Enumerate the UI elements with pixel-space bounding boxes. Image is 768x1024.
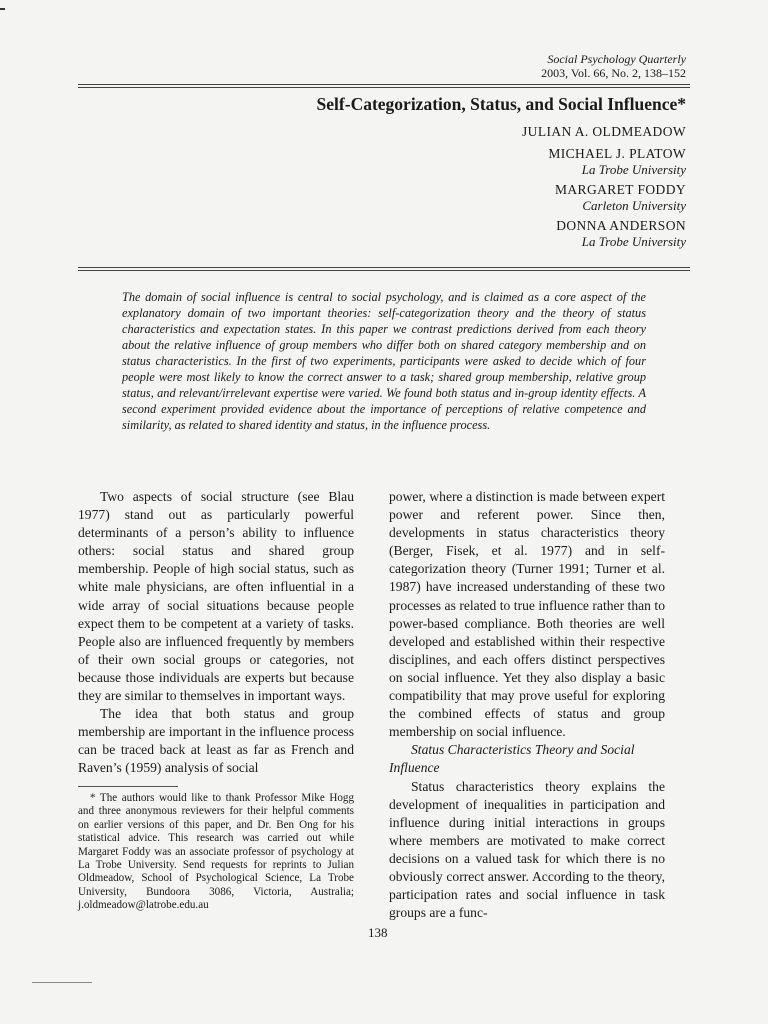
author-name: MARGARET FODDY <box>555 182 686 197</box>
footnote <box>78 792 354 913</box>
author-affiliation: Carleton University <box>582 198 686 213</box>
header-rule-top <box>78 84 690 85</box>
abstract: The domain of social influence is central to social psychology, and is claimed as a core aspect of the explanatory domain of two important theories: self-categorization theory and the theory of status characteristics and expectation states. In this paper we contrast predictions derived from each theory about the relative influence of group members who differ both on shared category membership and on status characteristics. In the first of two experiments, participants were asked to decide which of four people were most likely to know the correct answer to a task; shared group membership, relative group status, and relevant/irrelevant expertise were varied. We found both status and in-group identity effects. A second experiment provided evidence about the importance of perceptions of relative competence and similarity, as related to shared identity and status, in the influence process. <box>122 290 646 432</box>
author-name: MICHAEL J. PLATOW <box>548 146 686 161</box>
author-affiliation: La Trobe University <box>581 234 686 249</box>
header-rule-bottom <box>78 87 690 88</box>
section-heading: Status Characteristics Theory and Social Influence <box>389 742 635 776</box>
footnote-rule <box>78 786 178 787</box>
abstract-rule-bottom <box>78 270 690 271</box>
page-number: 138 <box>368 925 388 940</box>
article-title: Self-Categorization, Status, and Social Influence* <box>316 94 686 114</box>
journal-name: Social Psychology Quarterly <box>547 52 686 66</box>
body-paragraph: power, where a distinction is made between expert power and referent power. Since then, developments in status characteristics theory (Berger, Fisek, et al. 1977) and in self-categorization theory (Turner 1991; Turner et al. 1987) have increased understanding of these two processes as related to true influence rather than to power-based compliance. Both theories are well developed and established within their respective disciplines, and each offers distinct perspectives on social influence. Yet they also display a basic compatibility that may prove useful for exploring the combined effects of status and group membership on social influence. <box>389 489 665 740</box>
abstract-rule-top <box>78 267 690 268</box>
body-column-right <box>389 488 665 922</box>
body-paragraph: Status characteristics theory explains the development of inequalities in participation and influence during initial interactions in groups where members are motivated to make correct decisions on a valued task for which there is no obviously correct answer. According to the theory, participation rates and social influence in task groups are a func- <box>389 778 665 921</box>
body-paragraph: Two aspects of social structure (see Blau 1977) stand out as particularly powerful determinants of a person’s ability to influence others: social status and shared group membership. People of high social status, such as white male physicians, are often influential in a wide array of social situations because people expect them to be competent at a variety of tasks. People also are influenced frequently by members of their own social groups or categories, not because those individuals are experts but because they are similar to themselves in important ways. <box>78 489 354 704</box>
author-block <box>522 124 686 250</box>
footnote-text: * The authors would like to thank Professor Mike Hogg and three anonymous reviewers for their helpful comments on earlier versions of this paper, and Dr. Ben Ong for his statistical advice. This research was carried out while Margaret Foddy was an associate professor of psychology at La Trobe University. Send requests for reprints to Julian Oldmeadow, School of Psychological Science, La Trobe University, Bundoora 3086, Victoria, Australia; j.oldmeadow@latrobe.edu.au <box>78 792 354 912</box>
author-name: DONNA ANDERSON <box>556 218 686 233</box>
scan-corner-mark <box>0 8 5 10</box>
body-paragraph: The idea that both status and group membership are important in the influence process can be traced back at least as far as French and Raven’s (1959) analysis of social <box>78 706 354 776</box>
journal-issue: 2003, Vol. 66, No. 2, 138–152 <box>541 66 686 80</box>
body-column-left <box>78 488 354 778</box>
journal-header <box>541 52 686 80</box>
scan-bottom-mark <box>32 982 92 983</box>
author-name: JULIAN A. OLDMEADOW <box>522 124 686 139</box>
author-affiliation: La Trobe University <box>581 162 686 177</box>
